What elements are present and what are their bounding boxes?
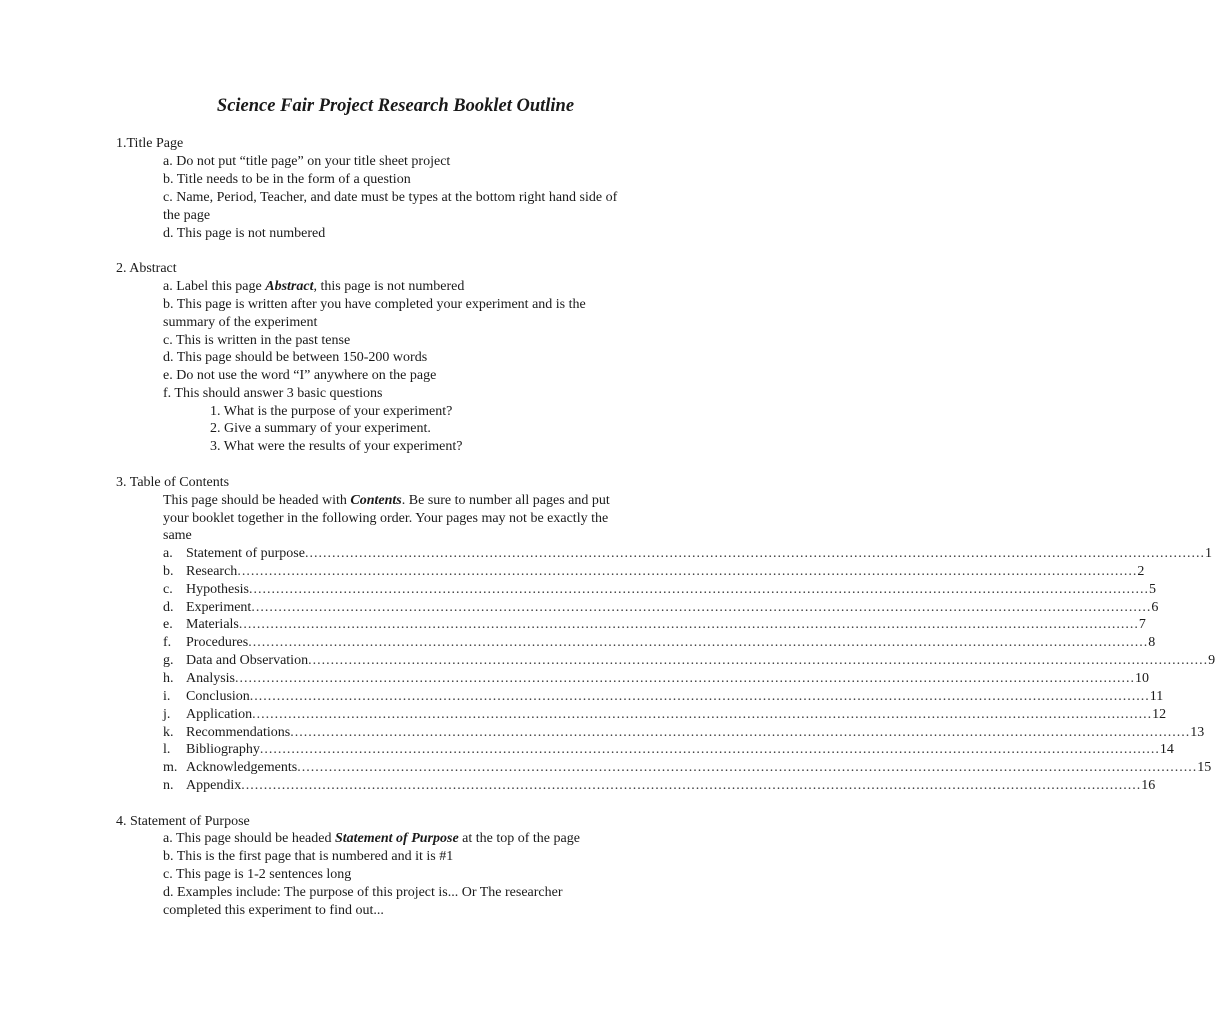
toc-dot-leader: ........................................................................................................................................................................................................: [252, 706, 1153, 722]
emphasis-statement-of-purpose: Statement of Purpose: [334, 831, 459, 846]
toc-entry-letter: m.: [163, 760, 178, 776]
text-run: , this page is not numbered: [313, 279, 465, 294]
toc-entry: [163, 759, 1212, 777]
list-item: [163, 830, 580, 848]
list-item: c. This page is 1-2 sentences long: [163, 867, 352, 882]
toc-entry: [163, 581, 1156, 599]
paragraph-line: your booklet together in the following order. Your pages may not be exactly the: [163, 511, 609, 526]
list-item: b. This page is written after you have completed your experiment and is the: [163, 297, 586, 312]
toc-entry-page-number: 14: [1159, 742, 1174, 758]
toc-entry-letter: g.: [163, 653, 174, 669]
toc-entry-page-number: 9: [1208, 653, 1215, 669]
toc-entry-label: Experiment: [186, 599, 252, 615]
list-item: b. Title needs to be in the form of a question: [163, 172, 411, 187]
list-item-continuation: summary of the experiment: [163, 315, 318, 330]
emphasis-abstract: Abstract: [265, 279, 314, 294]
section-heading-abstract: 2. Abstract: [116, 261, 177, 276]
toc-entry-letter: f.: [163, 635, 172, 651]
toc-entry-label: Application: [186, 706, 253, 722]
text-run: This page should be headed with: [163, 493, 351, 508]
toc-entry: [163, 563, 1145, 581]
toc-entry-page-number: 15: [1197, 760, 1212, 776]
toc-entry-letter: a.: [163, 546, 173, 561]
toc-entry-letter: j.: [163, 706, 171, 722]
toc-entry: [163, 777, 1156, 795]
list-item: d. Examples include: The purpose of this project is... Or The researcher: [163, 885, 563, 900]
list-item: d. This page should be between 150-200 words: [163, 350, 428, 365]
toc-entry-page-number: 1: [1204, 546, 1212, 561]
toc-entry-label: Procedures: [186, 635, 249, 651]
toc-dot-leader: ........................................................................................................................................................................................................: [249, 688, 1150, 704]
list-item-continuation: completed this experiment to find out...: [163, 903, 384, 918]
toc-entry: [163, 616, 1146, 634]
toc-entry-page-number: 16: [1141, 778, 1156, 794]
sub-list-item: 3. What were the results of your experiment?: [210, 439, 463, 454]
paragraph-line: [163, 492, 610, 510]
list-item: e. Do not use the word “I” anywhere on the page: [163, 368, 437, 383]
toc-entry-label: Data and Observation: [186, 653, 309, 669]
toc-dot-leader: ........................................................................................................................................................................................................: [251, 599, 1152, 615]
text-run: a. This page should be headed: [163, 831, 335, 846]
text-run: at the top of the page: [458, 831, 580, 846]
toc-entry-letter: b.: [163, 563, 174, 579]
toc-entry-page-number: 6: [1151, 599, 1159, 615]
toc-entry: [163, 634, 1156, 652]
list-item-continuation: the page: [163, 208, 211, 223]
toc-dot-leader: ........................................................................................................................................................................................................: [248, 635, 1149, 651]
toc-dot-leader: ........................................................................................................................................................................................................: [235, 670, 1135, 686]
toc-entry-page-number: 13: [1190, 724, 1205, 740]
toc-entry-page-number: 2: [1137, 563, 1145, 579]
toc-entry-page-number: 5: [1149, 581, 1156, 597]
toc-dot-leader: ........................................................................................................................................................................................................: [249, 581, 1149, 597]
toc-entry-letter: h.: [163, 670, 174, 686]
toc-entry-label: Hypothesis: [186, 581, 249, 597]
toc-entry-page-number: 11: [1149, 688, 1164, 704]
toc-entry: [163, 599, 1159, 617]
toc-entry-label: Bibliography: [186, 742, 260, 758]
toc-entry-letter: c.: [163, 581, 173, 597]
toc-dot-leader: ........................................................................................................................................................................................................: [237, 563, 1138, 579]
toc-entry-label: Materials: [186, 617, 239, 633]
toc-entry: [163, 706, 1167, 724]
toc-entry-page-number: 8: [1148, 635, 1156, 651]
toc-entry-letter: n.: [163, 778, 174, 794]
paragraph-line: same: [163, 528, 192, 543]
toc-dot-leader: ........................................................................................................................................................................................................: [304, 546, 1205, 561]
toc-entry-label: Acknowledgements: [186, 760, 298, 776]
section-heading-toc: 3. Table of Contents: [116, 475, 230, 490]
list-item: f. This should answer 3 basic questions: [163, 386, 383, 401]
page-title: Science Fair Project Research Booklet Outline: [216, 96, 575, 116]
toc-entry-letter: i.: [163, 688, 171, 704]
list-item: [163, 278, 464, 296]
toc-dot-leader: ........................................................................................................................................................................................................: [259, 742, 1160, 758]
list-item: c. This is written in the past tense: [163, 333, 351, 348]
sub-list-item: 2. Give a summary of your experiment.: [210, 421, 431, 436]
text-run: a. Label this page: [163, 279, 266, 294]
toc-entry-page-number: 12: [1152, 706, 1167, 722]
toc-entry: [163, 545, 1212, 563]
toc-entry-letter: l.: [163, 742, 171, 758]
toc-entry: [163, 652, 1215, 670]
toc-entry: [163, 670, 1149, 688]
toc-entry-page-number: 7: [1138, 617, 1146, 633]
section-heading-title-page: 1.Title Page: [116, 136, 184, 151]
list-item: c. Name, Period, Teacher, and date must be types at the bottom right hand side of: [163, 190, 618, 205]
toc-dot-leader: ........................................................................................................................................................................................................: [238, 617, 1139, 633]
toc-entry-label: Research: [186, 563, 238, 579]
list-item: a. Do not put “title page” on your title sheet project: [163, 154, 451, 169]
toc-entry-label: Recommendations: [186, 724, 291, 740]
toc-entry-label: Statement of purpose: [186, 546, 305, 561]
toc-entry: [163, 688, 1164, 706]
toc-dot-leader: ........................................................................................................................................................................................................: [297, 760, 1198, 776]
list-item: b. This is the first page that is numbered and it is #1: [163, 849, 454, 864]
toc-entry-letter: k.: [163, 724, 174, 740]
emphasis-contents: Contents: [350, 493, 402, 508]
toc-dot-leader: ........................................................................................................................................................................................................: [308, 653, 1209, 669]
toc-entry-label: Appendix: [186, 778, 242, 794]
toc-entry-letter: e.: [163, 617, 173, 633]
list-item: d. This page is not numbered: [163, 226, 326, 241]
toc-dot-leader: ........................................................................................................................................................................................................: [241, 778, 1142, 794]
toc-entry-page-number: 10: [1135, 670, 1149, 686]
section-heading-statement: 4. Statement of Purpose: [116, 814, 250, 829]
toc-entry: [163, 741, 1174, 759]
text-run: . Be sure to number all pages and put: [401, 493, 610, 508]
sub-list-item: 1. What is the purpose of your experiment?: [210, 404, 453, 419]
toc-entry-letter: d.: [163, 599, 174, 615]
toc-entry-label: Analysis: [186, 670, 235, 686]
toc-dot-leader: ........................................................................................................................................................................................................: [290, 724, 1191, 740]
toc-entry: [163, 724, 1205, 742]
toc-entry-label: Conclusion: [186, 688, 250, 704]
